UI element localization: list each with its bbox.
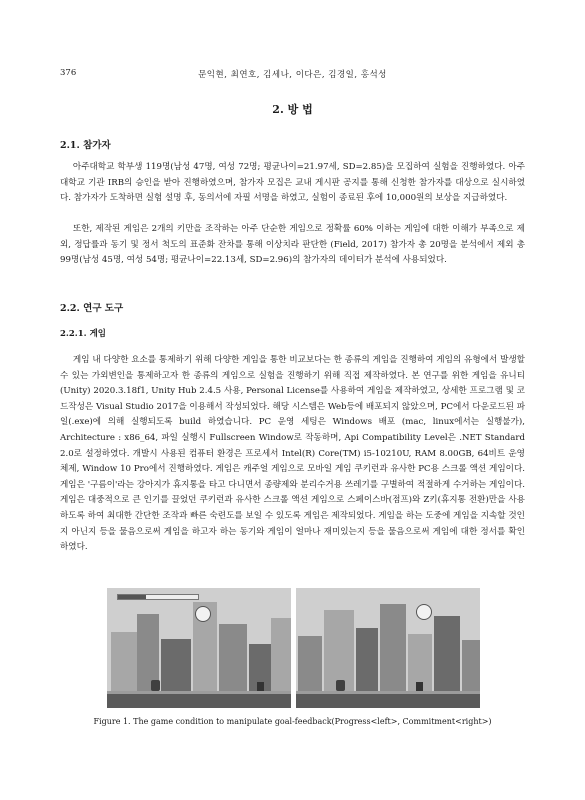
player-character-icon bbox=[336, 680, 345, 691]
figure-caption: Figure 1. The game condition to manipulate goal-feedback(Progress<left>, Commitment<right>) bbox=[93, 717, 492, 726]
participants-paragraph-1: 아주대학교 학부생 119명(남성 47명, 여성 72명; 평균나이=21.97세, SD=2.85)을 모집하여 실험을 진행하였다. 아주대학교 기관 IRB의 승인을 받아 진행하였으며, 참가자 모집은 교내 게시판 공지를 통해 신청한 참가자를 대상으로 실시하였다. 참가자가 도착하면 실험 설명 후, 동의서에 자필 서명을 하였고, 실험이 종료된 후에 10,000원의 보상을 지급하였다. bbox=[60, 162, 525, 204]
trash-bin-icon bbox=[257, 682, 264, 691]
tools-heading: 2.2. 연구 도구 bbox=[60, 303, 124, 314]
player-character-icon bbox=[151, 680, 160, 691]
section-title: 2. 방 법 bbox=[272, 103, 313, 116]
participants-paragraph-2: 또한, 제작된 게임은 2개의 키만을 조작하는 아주 단순한 게임으로 정확률 60% 이하는 게임에 대한 이해가 부족으로 제외, 정답률과 동기 및 정서 척도의 표준화 잔차를 통해 이상치라 판단한 (Field, 2017) 참가자 총 20명을 분석에서 제외 총 99명(남성 45명, 여성 54명; 평균나이=22.13세, SD=2.96)의 참가자의 데이터가 분석에 사용되었다. bbox=[60, 224, 525, 266]
running-header bbox=[0, 68, 585, 82]
game-subheading: 2.2.1. 게임 bbox=[60, 329, 107, 339]
progress-bar bbox=[117, 594, 199, 600]
cloud-face-icon bbox=[195, 606, 211, 622]
running-header-authors: 문익현, 최연호, 김세나, 이다은, 김경일, 홍석성 bbox=[198, 70, 387, 80]
game-screenshot-progress bbox=[107, 588, 291, 708]
page-number: 376 bbox=[60, 68, 77, 78]
progress-bar-fill bbox=[118, 595, 146, 599]
cloud-face-icon bbox=[416, 604, 432, 620]
participants-heading: 2.1. 참가자 bbox=[60, 140, 111, 151]
game-screenshot-commitment bbox=[296, 588, 480, 708]
figure-1 bbox=[107, 588, 480, 708]
trash-bin-icon bbox=[416, 682, 423, 691]
game-paragraph: 게임 내 다양한 요소를 통제하기 위해 다양한 게임을 통한 비교보다는 한 종류의 게임을 진행하여 게임의 유형에서 발생할 수 있는 가외변인을 통제하고자 한 종류의 게임으로 실험을 진행하기 위해 직접 제작하였다. 본 연구를 위한 게임을 유니티(Unity) 2020.3.18f1, Unity Hub 2.4.5 사용, Personal License를 사용하여 게임을 제작하였고, 상세한 프로그램 및 코드작성은 Visual Studio 2017을 이용해서 작성되었다. 해당 시스템은 Web등에 배포되지 않았으며, PC에서 다운로드된 파일(.exe)에 의해 실행되도록 build 하였습니다. PC 운영 세팅은 Windows 배포 (mac, linux에서는 실행불가), Architecture : x86_64, 파일 실행시 Fullscreen Window로 작동하며, Api Compatibility Level은 .NET Standard 2.0로 설정하였다. 개발시 사용된 컴퓨터 환경은 프로세서 Intel(R) Core(TM) i5-10210U, RAM 8.00GB, 64비트 운영체제, Window 10 Pro에서 진행하였다. 게임은 캐주얼 게임으로 모바일 게임 쿠키런과 유사한 PC용 스크롤 액션 게임이다. 게임은 '구름이'라는 강아지가 휴지통을 타고 다니면서 종량제와 분리수거용 쓰레기를 구별하여 적절하게 수거하는 게임이다. 게임은 대중적으로 큰 인기를 끌었던 쿠키런과 유사한 스크롤 액션 게임으로 스페이스바(점프)와 Z키(휴지통 전환)만을 사용하도록 하여 최대한 간단한 조작과 빠른 숙련도를 보일 수 있도록 게임은 제작되었다. 게임을 하는 도중에 게임을 지속할 것인지 아닌지 등을 물음으로써 게임을 하고자 하는 동기와 게임이 얼마나 재미있는지 등을 물음으로써 게임에 대한 정서를 확인하였다. bbox=[60, 355, 525, 553]
